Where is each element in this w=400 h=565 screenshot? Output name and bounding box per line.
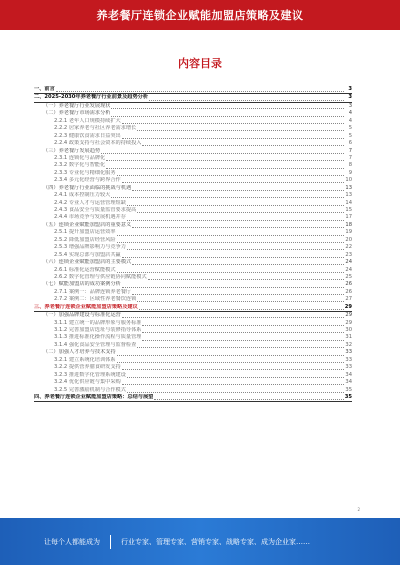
toc-entry-title: 2.5.1 提升加盟店运营效率 [54,229,116,236]
toc-entry-title: 3.2.4 优化供应链与集中采购 [54,379,121,386]
toc-entry-page: 3 [348,86,352,92]
toc-leader-dots [132,260,344,265]
toc-leader-dots [149,96,344,101]
toc-entry-title: （二）养老餐厅市场需求分析 [43,110,111,117]
toc-leader-dots [154,395,343,400]
toc-leader-dots [142,336,344,341]
toc-entry-page: 10 [345,177,352,184]
toc-entry[interactable] [34,334,352,341]
toc-heading: 内容目录 [178,57,222,70]
footer-tagline: 行业专家、管理专家、营销专家、战略专家、成为企业家…… [121,537,310,546]
toc-entry[interactable] [34,379,352,386]
toc-entry-title: 2.4.1 成本控制压力较大 [54,192,111,199]
toc-entry-title: 2.2.4 政策支持与社会资本的持续投入 [54,140,142,147]
toc-leader-dots [142,321,344,326]
toc-entry[interactable] [34,267,352,274]
toc-leader-dots [122,380,344,385]
toc-entry-page: 27 [345,296,352,303]
toc-entry-page: 24 [345,266,352,273]
toc-entry-title: 四、养老餐厅连锁企业赋能加盟店策略：总结与展望 [34,393,154,400]
toc-leader-dots [56,87,344,92]
toc-entry-title: 2.4.4 市场竞争与发展机遇并存 [54,214,126,221]
toc-entry-page: 26 [345,281,352,288]
toc-entry[interactable] [34,155,352,162]
toc-entry-page: 30 [345,327,352,333]
toc-entry-page: 18 [345,221,352,228]
toc-entry-page: 7 [348,154,352,161]
toc-entry[interactable] [34,394,352,402]
toc-entry[interactable] [34,170,352,177]
toc-entry-title: 3.1.4 强化食品安全管理与监督检查 [54,341,137,348]
toc-entry[interactable] [34,387,352,394]
toc-entry[interactable] [34,207,352,214]
toc-leader-dots [142,328,344,333]
toc-entry[interactable] [34,281,352,288]
toc-entry[interactable] [34,118,352,125]
toc-entry-title: 2.2.1 老年人口规模持续扩大 [54,117,121,124]
toc-entry-page: 33 [345,349,352,356]
toc-entry-page: 4 [348,117,352,124]
toc-entry-title: 2.3.1 连锁化与品牌化 [54,154,106,161]
toc-entry-page: 32 [345,341,352,348]
toc-entry[interactable] [34,237,352,244]
toc-entry[interactable] [34,103,352,110]
table-of-contents [34,86,352,402]
toc-entry-title: 2.2.2 居家养老与社区养老需求增长 [54,125,137,132]
toc-entry[interactable] [34,244,352,251]
toc-leader-dots [148,275,344,280]
toc-entry-page: 29 [344,303,352,310]
toc-entry-title: 2.3.3 专业化与精细化服务 [54,169,116,176]
toc-entry[interactable] [34,200,352,207]
toc-entry-title: 3.1.3 推进标准化操作流程与质量管理 [54,334,142,341]
toc-entry-title: （一）养老餐厅行业发展现状 [43,102,111,109]
toc-leader-dots [127,245,344,250]
toc-entry-page: 34 [345,379,352,386]
toc-leader-dots [132,290,344,295]
toc-leader-dots [137,343,344,348]
toc-entry-title: （四）养老餐厅行业面临的挑战与机遇 [43,184,132,191]
toc-entry-page: 14 [345,199,352,206]
toc-entry-page: 23 [345,251,352,258]
toc-entry[interactable] [34,177,352,184]
toc-leader-dots [122,283,344,288]
page-number: 2 [357,507,360,512]
toc-entry-page: 20 [345,236,352,243]
footer-slogan: 让每个人都能成为 [44,537,100,546]
toc-leader-dots [122,119,344,124]
toc-entry-title: 三、养老餐厅连锁企业赋能加盟店策略及建议 [34,303,138,310]
toc-entry-page: 9 [348,169,352,176]
toc-leader-dots [117,268,344,273]
toc-entry[interactable] [34,364,352,371]
toc-leader-dots [122,134,344,139]
toc-entry[interactable] [34,327,352,334]
toc-entry-title: 2.2.3 健康饮食需求日益突出 [54,132,121,139]
toc-entry-page: 34 [345,371,352,378]
toc-leader-dots [122,313,344,318]
toc-entry-page: 31 [345,334,352,341]
toc-leader-dots [117,238,344,243]
toc-entry[interactable] [34,259,352,266]
toc-entry[interactable] [34,320,352,327]
toc-entry-title: 一、前言 [34,86,55,92]
toc-entry-page: 13 [345,184,352,191]
toc-entry-page: 5 [348,125,352,132]
toc-entry-title: 3.2.3 推进数字化管理系统建设 [54,371,126,378]
toc-leader-dots [101,149,344,154]
toc-entry-page: 26 [345,288,352,295]
toc-entry-page: 5 [348,132,352,139]
toc-entry-page: 15 [345,207,352,213]
toc-entry-page: 25 [345,273,352,280]
toc-entry[interactable] [34,148,352,155]
header-bar [0,0,400,30]
toc-entry[interactable] [34,222,352,229]
toc-entry[interactable] [34,289,352,296]
toc-leader-dots [127,201,344,206]
toc-entry[interactable] [34,304,352,312]
toc-entry[interactable] [34,252,352,259]
toc-entry-title: 2.3.4 多元化经营与跨界合作 [54,177,121,184]
toc-entry-page: 29 [345,319,352,326]
page-header-title: 养老餐厅连锁企业赋能加盟店策略及建议 [96,9,304,22]
toc-entry-page: 7 [348,147,352,154]
toc-entry-page: 35 [345,386,352,393]
toc-entry-title: 2.5.3 增强品牌影响力与竞争力 [54,244,126,251]
toc-entry[interactable] [34,140,352,147]
toc-entry-page: 35 [344,393,352,400]
toc-leader-dots [127,388,344,393]
toc-entry-title: 2.6.1 标准化运营赋能模式 [54,266,116,273]
toc-entry-page: 19 [345,229,352,236]
toc-leader-dots [122,178,344,183]
toc-entry-page: 17 [345,214,352,221]
toc-entry-title: 2.4.3 食品安全与质量监管要求提高 [54,207,137,213]
toc-entry-page: 33 [345,364,352,371]
toc-entry[interactable] [34,229,352,236]
toc-entry-title: 3.2.1 建立系统化培训体系 [54,356,116,363]
toc-entry-title: （六）连锁企业赋能加盟店的主要模式 [43,259,132,266]
toc-leader-dots [106,164,344,169]
toc-entry-title: 二、2025-2030年养老餐厅行业前景及趋势分析 [34,94,149,101]
toc-leader-dots [142,141,344,146]
toc-entry-title: 2.5.4 实现总部与加盟店共赢 [54,251,121,258]
toc-entry[interactable] [34,372,352,379]
toc-leader-dots [117,171,344,176]
toc-entry-page: 33 [345,356,352,363]
toc-entry-page: 22 [345,244,352,251]
toc-entry[interactable] [34,342,352,349]
toc-entry-title: 3.1.2 完善加盟店选址与装修指导体系 [54,327,142,333]
toc-leader-dots [106,156,344,161]
toc-entry[interactable] [34,192,352,199]
toc-entry[interactable] [34,125,352,132]
toc-leader-dots [117,358,344,363]
footer-banner [0,518,400,565]
toc-leader-dots [122,253,344,258]
toc-entry-title: 2.3.2 数字化与智能化 [54,162,106,169]
toc-entry[interactable] [34,86,352,94]
footer-divider [110,535,111,549]
toc-entry[interactable] [34,312,352,319]
toc-entry[interactable] [34,349,352,356]
toc-entry-title: 2.7.2 案例二：区域性养老餐饮连锁 [54,296,137,303]
toc-entry-page: 3 [348,94,352,101]
toc-leader-dots [127,373,344,378]
toc-entry-title: （七）赋能加盟店的成功案例分析 [43,281,121,288]
toc-entry-title: 2.7.1 案例一：品牌连锁养老餐厅 [54,288,132,295]
toc-entry-title: （五）连锁企业赋能加盟店的重要意义 [43,221,132,228]
toc-entry[interactable] [34,274,352,281]
toc-entry[interactable] [34,94,352,102]
toc-entry-page: 29 [345,312,352,319]
toc-entry-page: 3 [348,102,352,109]
toc-leader-dots [132,223,344,228]
toc-entry[interactable] [34,214,352,221]
toc-entry[interactable] [34,162,352,169]
toc-entry[interactable] [34,185,352,192]
toc-leader-dots [127,216,344,221]
toc-leader-dots [111,104,344,109]
toc-entry-title: 2.4.2 专业人才与运营管理短缺 [54,199,126,206]
toc-leader-dots [111,112,344,117]
toc-entry-page: 13 [345,192,352,199]
toc-leader-dots [132,186,344,191]
toc-leader-dots [139,305,344,310]
toc-entry[interactable] [34,296,352,303]
toc-leader-dots [122,365,344,370]
toc-entry-title: 3.2.5 完善激励机制与合作模式 [54,386,126,393]
toc-leader-dots [111,193,344,198]
toc-entry[interactable] [34,133,352,140]
toc-leader-dots [137,126,344,131]
toc-entry-page: 24 [345,259,352,266]
toc-entry-title: （二）加强人才培养与技术支持 [43,349,116,356]
toc-entry-page: 8 [348,162,352,169]
toc-leader-dots [137,297,344,302]
toc-entry-title: 2.6.2 数字化管理与供应链协同赋能模式 [54,273,147,280]
toc-entry-title: 3.1.1 建立统一的品牌形象与服务标准 [54,319,142,326]
toc-entry-title: （一）加强品牌建设与标准化运营 [43,312,121,319]
toc-entry-page: 6 [348,140,352,147]
toc-leader-dots [117,351,344,356]
toc-entry[interactable] [34,357,352,364]
toc-entry[interactable] [34,110,352,117]
toc-leader-dots [117,231,344,236]
toc-leader-dots [137,208,344,213]
toc-entry-title: （三）养老餐厅发展趋势 [43,147,101,154]
toc-entry-page: 4 [348,110,352,117]
toc-entry-title: 3.2.2 提供营养膳食研发支持 [54,364,121,371]
toc-entry-title: 2.5.2 降低加盟店经营风险 [54,236,116,243]
